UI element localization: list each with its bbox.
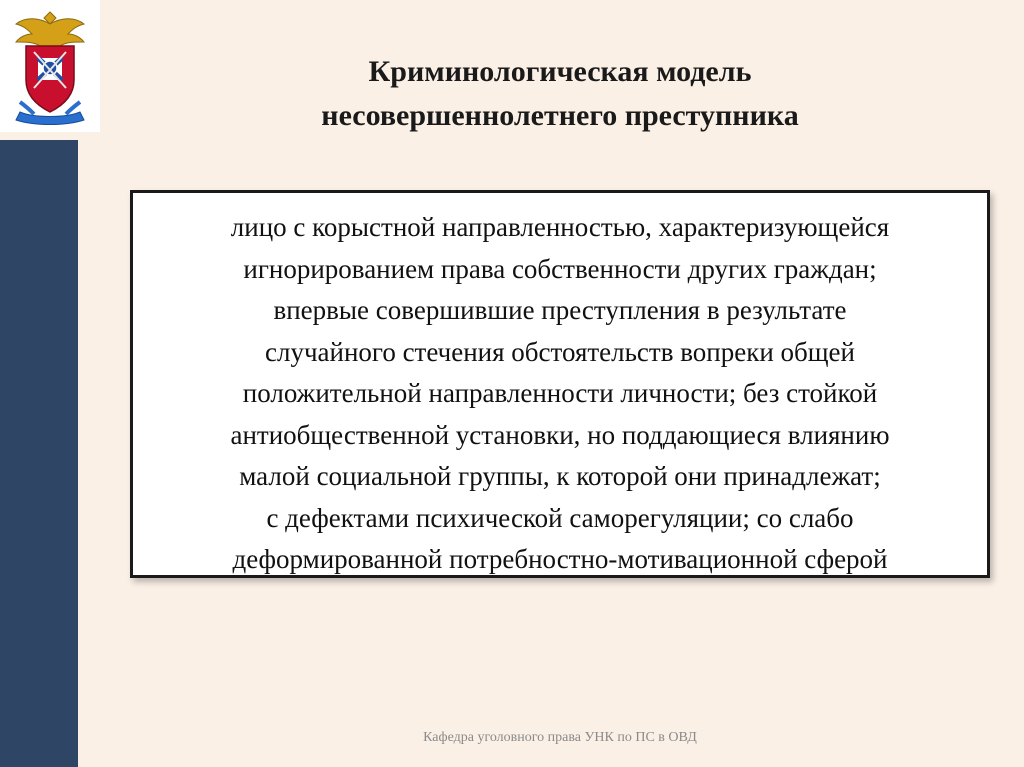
body-line-6: антиобщественной установки, но поддающиеся влиянию: [230, 419, 890, 450]
title-line-2: несовершеннолетнего преступника: [321, 99, 799, 132]
body-line-9: деформированной потребностно-мотивационной сферой: [232, 544, 888, 574]
body-line-7: малой социальной группы, к которой они принадлежат;: [239, 461, 881, 491]
emblem-logo: [0, 0, 100, 132]
body-line-4: случайного стечения обстоятельств вопреки общей: [265, 336, 855, 367]
slide-title: [130, 50, 990, 138]
body-line-8: с дефектами психической саморегуляции; со слабо: [266, 502, 854, 533]
content-box: [130, 190, 990, 578]
slide-footer: Кафедра уголовного права УНК по ПС в ОВД: [423, 730, 697, 745]
body-line-3: впервые совершившие преступления в результате: [273, 295, 847, 325]
body-line-5: положительной направленности личности; без стойкой: [242, 378, 878, 408]
body-line-2: игнорированием права собственности других граждан;: [243, 253, 877, 284]
emblem-icon: [4, 4, 96, 128]
left-accent-bar: [0, 140, 78, 767]
body-line-1: лицо с корыстной направленностью, характеризующейся: [230, 212, 890, 242]
title-line-1: Криминологическая модель: [368, 55, 752, 88]
